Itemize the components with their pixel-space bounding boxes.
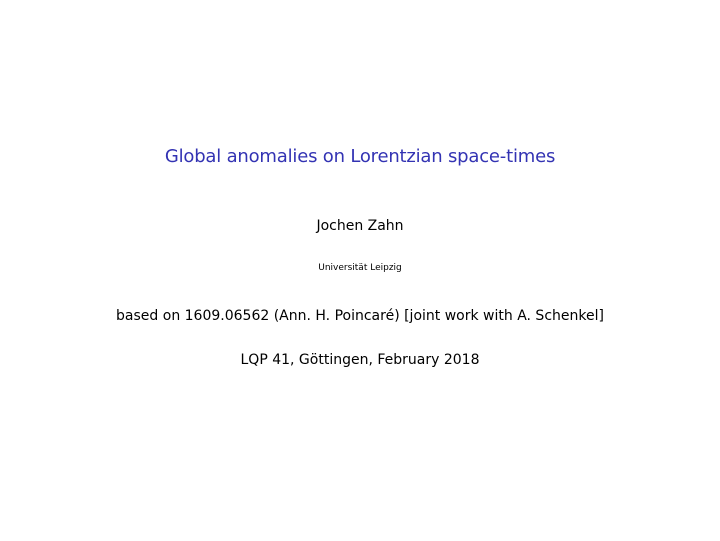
reference-note: based on 1609.06562 (Ann. H. Poincaré) [joint work with A. Schenkel]: [116, 308, 604, 324]
presentation-title: Global anomalies on Lorentzian space-times: [164, 146, 556, 167]
event-date: LQP 41, Göttingen, February 2018: [240, 352, 480, 368]
author-name: Jochen Zahn: [316, 218, 404, 234]
author-institute: Universität Leipzig: [318, 263, 402, 273]
